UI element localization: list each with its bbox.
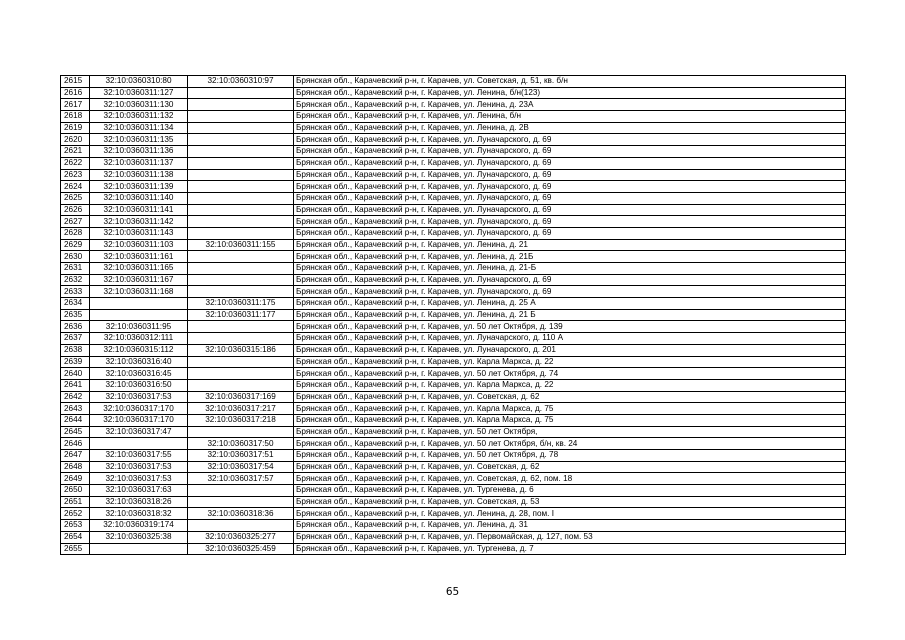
row-number-cell: 2643 xyxy=(61,403,90,415)
linked-cadastral-number-cell: 32:10:0360325:459 xyxy=(188,543,294,555)
row-number-cell: 2618 xyxy=(61,111,90,123)
cadastral-number-cell: 32:10:0360316:45 xyxy=(90,368,188,380)
address-cell: Брянская обл., Карачевский р-н, г. Карачев, ул. Луначарского, д. 69 xyxy=(294,216,846,228)
cadastral-number-cell: 32:10:0360317:53 xyxy=(90,473,188,485)
table-row xyxy=(61,356,846,368)
linked-cadastral-number-cell xyxy=(188,333,294,345)
row-number-cell: 2653 xyxy=(61,520,90,532)
cadastral-number-cell: 32:10:0360311:167 xyxy=(90,274,188,286)
table-row xyxy=(61,496,846,508)
table-row xyxy=(61,368,846,380)
address-cell: Брянская обл., Карачевский р-н, г. Карачев, ул. 50 лет Октября, б/н, кв. 24 xyxy=(294,438,846,450)
page-number: 65 xyxy=(445,586,460,598)
cadastral-number-cell: 32:10:0360311:168 xyxy=(90,286,188,298)
address-cell: Брянская обл., Карачевский р-н, г. Карачев, ул. Ленина, д. 31 xyxy=(294,520,846,532)
linked-cadastral-number-cell: 32:10:0360317:218 xyxy=(188,414,294,426)
linked-cadastral-number-cell xyxy=(188,520,294,532)
cadastral-number-cell xyxy=(90,543,188,555)
row-number-cell: 2644 xyxy=(61,414,90,426)
linked-cadastral-number-cell: 32:10:0360317:51 xyxy=(188,450,294,462)
cadastral-number-cell: 32:10:0360311:136 xyxy=(90,146,188,158)
row-number-cell: 2648 xyxy=(61,461,90,473)
address-cell: Брянская обл., Карачевский р-н, г. Карачев, ул. Ленина, д. 2В xyxy=(294,122,846,134)
table-row xyxy=(61,403,846,415)
address-cell: Брянская обл., Карачевский р-н, г. Карачев, ул. 50 лет Октября, д. 78 xyxy=(294,450,846,462)
linked-cadastral-number-cell: 32:10:0360317:57 xyxy=(188,473,294,485)
cadastral-number-cell: 32:10:0360311:127 xyxy=(90,87,188,99)
address-cell: Брянская обл., Карачевский р-н, г. Карачев, ул. Луначарского, д. 201 xyxy=(294,344,846,356)
linked-cadastral-number-cell xyxy=(188,134,294,146)
linked-cadastral-number-cell: 32:10:0360317:50 xyxy=(188,438,294,450)
row-number-cell: 2621 xyxy=(61,146,90,158)
row-number-cell: 2638 xyxy=(61,344,90,356)
table-row xyxy=(61,87,846,99)
row-number-cell: 2624 xyxy=(61,181,90,193)
linked-cadastral-number-cell: 32:10:0360318:36 xyxy=(188,508,294,520)
cadastral-number-cell: 32:10:0360311:142 xyxy=(90,216,188,228)
table-row xyxy=(61,344,846,356)
address-cell: Брянская обл., Карачевский р-н, г. Карачев, ул. Ленина, д. 23А xyxy=(294,99,846,111)
linked-cadastral-number-cell xyxy=(188,146,294,158)
table-row xyxy=(61,461,846,473)
cadastral-number-cell: 32:10:0360317:63 xyxy=(90,485,188,497)
cadastral-number-cell xyxy=(90,298,188,310)
address-cell: Брянская обл., Карачевский р-н, г. Карачев, ул. Луначарского, д. 69 xyxy=(294,146,846,158)
address-cell: Брянская обл., Карачевский р-н, г. Карачев, ул. Луначарского, д. 69 xyxy=(294,134,846,146)
table-row xyxy=(61,508,846,520)
address-cell: Брянская обл., Карачевский р-н, г. Карачев, ул. Советская, д. 62 xyxy=(294,461,846,473)
cadastral-number-cell: 32:10:0360311:103 xyxy=(90,239,188,251)
table-row xyxy=(61,543,846,555)
cadastral-number-cell: 32:10:0360316:50 xyxy=(90,379,188,391)
linked-cadastral-number-cell: 32:10:0360311:177 xyxy=(188,309,294,321)
table-row xyxy=(61,192,846,204)
linked-cadastral-number-cell: 32:10:0360311:155 xyxy=(188,239,294,251)
cadastral-number-cell xyxy=(90,438,188,450)
row-number-cell: 2625 xyxy=(61,192,90,204)
row-number-cell: 2634 xyxy=(61,298,90,310)
table-row xyxy=(61,134,846,146)
cadastral-number-cell: 32:10:0360312:111 xyxy=(90,333,188,345)
address-cell: Брянская обл., Карачевский р-н, г. Карачев, ул. 50 лет Октября, xyxy=(294,426,846,438)
row-number-cell: 2642 xyxy=(61,391,90,403)
table-row xyxy=(61,76,846,88)
cadastral-number-cell: 32:10:0360311:141 xyxy=(90,204,188,216)
linked-cadastral-number-cell: 32:10:0360310:97 xyxy=(188,76,294,88)
linked-cadastral-number-cell: 32:10:0360317:54 xyxy=(188,461,294,473)
row-number-cell: 2622 xyxy=(61,157,90,169)
table-row xyxy=(61,414,846,426)
linked-cadastral-number-cell: 32:10:0360317:217 xyxy=(188,403,294,415)
table-row xyxy=(61,520,846,532)
linked-cadastral-number-cell xyxy=(188,356,294,368)
address-cell: Брянская обл., Карачевский р-н, г. Карачев, ул. Ленина, д. 21 xyxy=(294,239,846,251)
cadastral-number-cell: 32:10:0360317:53 xyxy=(90,391,188,403)
row-number-cell: 2645 xyxy=(61,426,90,438)
table-row xyxy=(61,99,846,111)
linked-cadastral-number-cell: 32:10:0360317:169 xyxy=(188,391,294,403)
table-row xyxy=(61,379,846,391)
row-number-cell: 2617 xyxy=(61,99,90,111)
table-row xyxy=(61,531,846,543)
row-number-cell: 2628 xyxy=(61,227,90,239)
table-row xyxy=(61,251,846,263)
row-number-cell: 2647 xyxy=(61,450,90,462)
linked-cadastral-number-cell: 32:10:0360315:186 xyxy=(188,344,294,356)
table-row xyxy=(61,263,846,275)
address-cell: Брянская обл., Карачевский р-н, г. Карачев, ул. Луначарского, д. 69 xyxy=(294,227,846,239)
table-row xyxy=(61,426,846,438)
table-row xyxy=(61,111,846,123)
table-row xyxy=(61,485,846,497)
cadastral-number-cell: 32:10:0360311:139 xyxy=(90,181,188,193)
row-number-cell: 2631 xyxy=(61,263,90,275)
cadastral-number-cell: 32:10:0360311:135 xyxy=(90,134,188,146)
table-row xyxy=(61,204,846,216)
address-cell: Брянская обл., Карачевский р-н, г. Карачев, ул. Карла Маркса, д. 75 xyxy=(294,403,846,415)
cadastral-number-cell: 32:10:0360318:32 xyxy=(90,508,188,520)
row-number-cell: 2639 xyxy=(61,356,90,368)
registry-table xyxy=(60,75,846,555)
row-number-cell: 2620 xyxy=(61,134,90,146)
table-row xyxy=(61,321,846,333)
cadastral-number-cell: 32:10:0360317:47 xyxy=(90,426,188,438)
row-number-cell: 2641 xyxy=(61,379,90,391)
cadastral-number-cell: 32:10:0360311:143 xyxy=(90,227,188,239)
cadastral-number-cell: 32:10:0360311:165 xyxy=(90,263,188,275)
cadastral-number-cell: 32:10:0360311:137 xyxy=(90,157,188,169)
row-number-cell: 2649 xyxy=(61,473,90,485)
table-row xyxy=(61,286,846,298)
address-cell: Брянская обл., Карачевский р-н, г. Карачев, ул. Луначарского, д. 69 xyxy=(294,274,846,286)
address-cell: Брянская обл., Карачевский р-н, г. Карачев, ул. Первомайская, д. 127, пом. 53 xyxy=(294,531,846,543)
table-row xyxy=(61,227,846,239)
address-cell: Брянская обл., Карачевский р-н, г. Карачев, ул. Луначарского, д. 69 xyxy=(294,181,846,193)
cadastral-number-cell: 32:10:0360311:140 xyxy=(90,192,188,204)
linked-cadastral-number-cell xyxy=(188,169,294,181)
linked-cadastral-number-cell xyxy=(188,181,294,193)
row-number-cell: 2655 xyxy=(61,543,90,555)
cadastral-number-cell: 32:10:0360318:26 xyxy=(90,496,188,508)
address-cell: Брянская обл., Карачевский р-н, г. Карачев, ул. Луначарского, д. 69 xyxy=(294,286,846,298)
address-cell: Брянская обл., Карачевский р-н, г. Карачев, ул. Ленина, б/н xyxy=(294,111,846,123)
table-row xyxy=(61,473,846,485)
linked-cadastral-number-cell xyxy=(188,426,294,438)
table-row xyxy=(61,181,846,193)
table-row xyxy=(61,450,846,462)
address-cell: Брянская обл., Карачевский р-н, г. Карачев, ул. Советская, д. 51, кв. б/н xyxy=(294,76,846,88)
table-row xyxy=(61,216,846,228)
address-cell: Брянская обл., Карачевский р-н, г. Карачев, ул. Луначарского, д. 69 xyxy=(294,169,846,181)
row-number-cell: 2633 xyxy=(61,286,90,298)
linked-cadastral-number-cell xyxy=(188,485,294,497)
linked-cadastral-number-cell xyxy=(188,99,294,111)
linked-cadastral-number-cell xyxy=(188,251,294,263)
row-number-cell: 2635 xyxy=(61,309,90,321)
linked-cadastral-number-cell xyxy=(188,379,294,391)
row-number-cell: 2637 xyxy=(61,333,90,345)
linked-cadastral-number-cell: 32:10:0360325:277 xyxy=(188,531,294,543)
table-row xyxy=(61,146,846,158)
address-cell: Брянская обл., Карачевский р-н, г. Карачев, ул. Советская, д. 53 xyxy=(294,496,846,508)
address-cell: Брянская обл., Карачевский р-н, г. Карачев, ул. 50 лет Октября, д. 74 xyxy=(294,368,846,380)
address-cell: Брянская обл., Карачевский р-н, г. Карачев, ул. Ленина, д. 28, пом. I xyxy=(294,508,846,520)
address-cell: Брянская обл., Карачевский р-н, г. Карачев, ул. Ленина, д. 21-Б xyxy=(294,263,846,275)
row-number-cell: 2640 xyxy=(61,368,90,380)
linked-cadastral-number-cell xyxy=(188,157,294,169)
registry-table-body xyxy=(61,76,846,555)
address-cell: Брянская обл., Карачевский р-н, г. Карачев, ул. Ленина, д. 21 Б xyxy=(294,309,846,321)
address-cell: Брянская обл., Карачевский р-н, г. Карачев, ул. Карла Маркса, д. 22 xyxy=(294,379,846,391)
row-number-cell: 2652 xyxy=(61,508,90,520)
row-number-cell: 2651 xyxy=(61,496,90,508)
linked-cadastral-number-cell xyxy=(188,263,294,275)
row-number-cell: 2646 xyxy=(61,438,90,450)
row-number-cell: 2630 xyxy=(61,251,90,263)
cadastral-number-cell: 32:10:0360311:134 xyxy=(90,122,188,134)
linked-cadastral-number-cell xyxy=(188,122,294,134)
row-number-cell: 2650 xyxy=(61,485,90,497)
row-number-cell: 2615 xyxy=(61,76,90,88)
cadastral-number-cell: 32:10:0360325:38 xyxy=(90,531,188,543)
address-cell: Брянская обл., Карачевский р-н, г. Карачев, ул. Луначарского, д. 110 А xyxy=(294,333,846,345)
linked-cadastral-number-cell: 32:10:0360311:175 xyxy=(188,298,294,310)
linked-cadastral-number-cell xyxy=(188,274,294,286)
address-cell: Брянская обл., Карачевский р-н, г. Карачев, ул. 50 лет Октября, д. 139 xyxy=(294,321,846,333)
row-number-cell: 2654 xyxy=(61,531,90,543)
linked-cadastral-number-cell xyxy=(188,111,294,123)
row-number-cell: 2629 xyxy=(61,239,90,251)
cadastral-number-cell: 32:10:0360316:40 xyxy=(90,356,188,368)
linked-cadastral-number-cell xyxy=(188,321,294,333)
row-number-cell: 2616 xyxy=(61,87,90,99)
address-cell: Брянская обл., Карачевский р-н, г. Карачев, ул. Карла Маркса, д. 75 xyxy=(294,414,846,426)
address-cell: Брянская обл., Карачевский р-н, г. Карачев, ул. Тургенева, д. 7 xyxy=(294,543,846,555)
table-row xyxy=(61,438,846,450)
cadastral-number-cell: 32:10:0360311:161 xyxy=(90,251,188,263)
cadastral-number-cell: 32:10:0360310:80 xyxy=(90,76,188,88)
address-cell: Брянская обл., Карачевский р-н, г. Карачев, ул. Советская, д. 62, пом. 18 xyxy=(294,473,846,485)
address-cell: Брянская обл., Карачевский р-н, г. Карачев, ул. Ленина, б/н(123) xyxy=(294,87,846,99)
cadastral-number-cell: 32:10:0360311:138 xyxy=(90,169,188,181)
linked-cadastral-number-cell xyxy=(188,496,294,508)
address-cell: Брянская обл., Карачевский р-н, г. Карачев, ул. Советская, д. 62 xyxy=(294,391,846,403)
row-number-cell: 2626 xyxy=(61,204,90,216)
table-row xyxy=(61,157,846,169)
row-number-cell: 2632 xyxy=(61,274,90,286)
cadastral-number-cell: 32:10:0360319:174 xyxy=(90,520,188,532)
linked-cadastral-number-cell xyxy=(188,368,294,380)
address-cell: Брянская обл., Карачевский р-н, г. Карачев, ул. Ленина, д. 21Б xyxy=(294,251,846,263)
linked-cadastral-number-cell xyxy=(188,286,294,298)
linked-cadastral-number-cell xyxy=(188,192,294,204)
linked-cadastral-number-cell xyxy=(188,87,294,99)
linked-cadastral-number-cell xyxy=(188,227,294,239)
linked-cadastral-number-cell xyxy=(188,216,294,228)
table-row xyxy=(61,391,846,403)
linked-cadastral-number-cell xyxy=(188,204,294,216)
cadastral-number-cell: 32:10:0360317:53 xyxy=(90,461,188,473)
row-number-cell: 2627 xyxy=(61,216,90,228)
table-row xyxy=(61,122,846,134)
cadastral-number-cell: 32:10:0360317:170 xyxy=(90,414,188,426)
cadastral-number-cell xyxy=(90,309,188,321)
address-cell: Брянская обл., Карачевский р-н, г. Карачев, ул. Луначарского, д. 69 xyxy=(294,157,846,169)
address-cell: Брянская обл., Карачевский р-н, г. Карачев, ул. Луначарского, д. 69 xyxy=(294,204,846,216)
address-cell: Брянская обл., Карачевский р-н, г. Карачев, ул. Карла Маркса, д. 22 xyxy=(294,356,846,368)
cadastral-number-cell: 32:10:0360311:132 xyxy=(90,111,188,123)
cadastral-number-cell: 32:10:0360317:55 xyxy=(90,450,188,462)
address-cell: Брянская обл., Карачевский р-н, г. Карачев, ул. Луначарского, д. 69 xyxy=(294,192,846,204)
cadastral-number-cell: 32:10:0360311:130 xyxy=(90,99,188,111)
cadastral-number-cell: 32:10:0360315:112 xyxy=(90,344,188,356)
row-number-cell: 2636 xyxy=(61,321,90,333)
cadastral-number-cell: 32:10:0360317:170 xyxy=(90,403,188,415)
row-number-cell: 2619 xyxy=(61,122,90,134)
table-row xyxy=(61,309,846,321)
table-row xyxy=(61,298,846,310)
table-row xyxy=(61,169,846,181)
address-cell: Брянская обл., Карачевский р-н, г. Карачев, ул. Ленина, д. 25 А xyxy=(294,298,846,310)
row-number-cell: 2623 xyxy=(61,169,90,181)
table-row xyxy=(61,239,846,251)
table-row xyxy=(61,333,846,345)
table-row xyxy=(61,274,846,286)
address-cell: Брянская обл., Карачевский р-н, г. Карачев, ул. Тургенева, д. 6 xyxy=(294,485,846,497)
cadastral-number-cell: 32:10:0360311:95 xyxy=(90,321,188,333)
